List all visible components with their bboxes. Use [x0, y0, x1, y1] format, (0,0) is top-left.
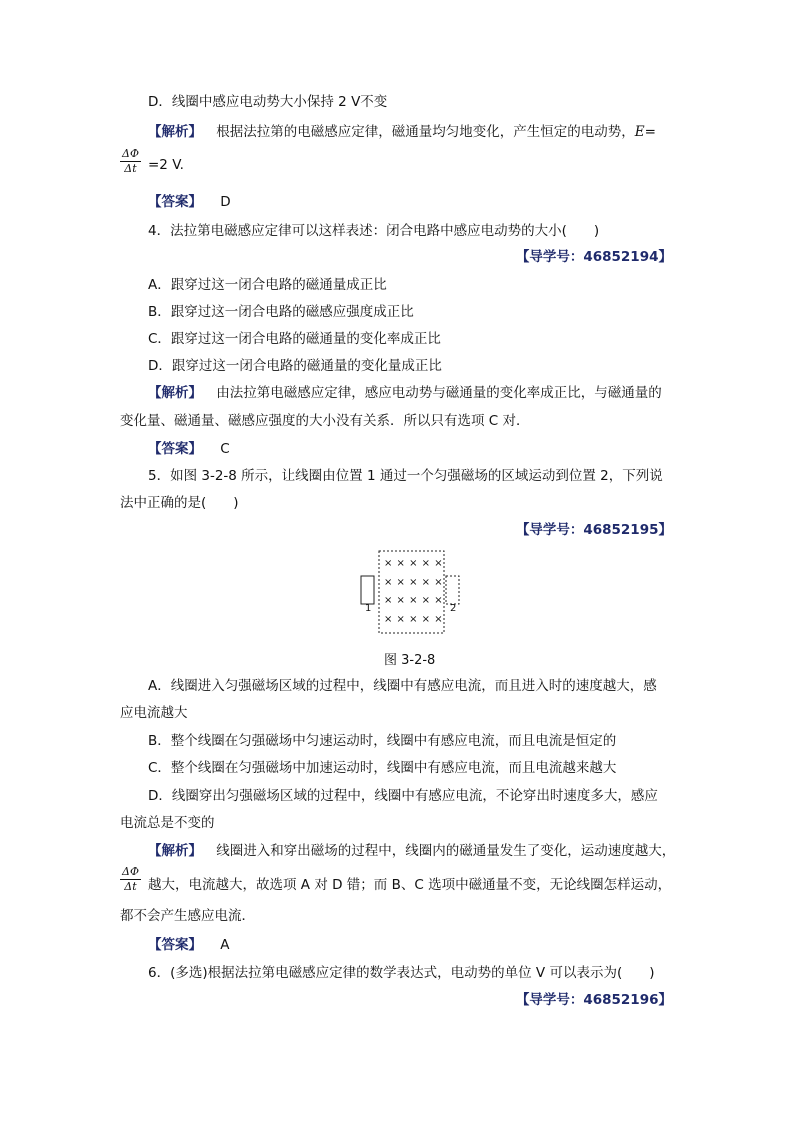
answer-tag: 【答案】 — [148, 441, 202, 457]
q5-answer — [148, 935, 230, 955]
q5-option-d: D．线圈穿出匀强磁场区域的过程中，线圈中有感应电流，不论穿出时速度多大，感应 — [148, 788, 658, 804]
q4-option-b: B．跟穿过这一闭合电路的磁感应强度成正比 — [148, 304, 414, 320]
q6-guide-number: 【导学号：46852196】 — [515, 992, 672, 1008]
q5-analysis-cont: 越大，电流越大，故选项 A 对 D 错；而 B、C 选项中磁通量不变，无论线圈怎样运动， — [148, 877, 672, 893]
q4-option-c: C．跟穿过这一闭合电路的磁通量的变化率成正比 — [148, 331, 441, 347]
fraction-denominator: Δt — [124, 880, 137, 893]
q4-option-d: D．跟穿过这一闭合电路的磁通量的变化量成正比 — [148, 358, 442, 374]
analysis-tag: 【解析】 — [148, 385, 202, 401]
q5-option-b: B．整个线圈在匀强磁场中匀速运动时，线圈中有感应电流，而且电流是恒定的 — [148, 733, 617, 749]
answer-value: A — [220, 937, 230, 953]
q5-stem: 5．如图 3-2-8 所示，让线圈由位置 1 通过一个匀强磁场的区域运动到位置 2，下列说 — [148, 468, 663, 484]
field-row: × × × × × — [384, 613, 444, 625]
analysis-tag: 【解析】 — [148, 124, 202, 140]
q5-stem-cont: 法中正确的是( ) — [120, 495, 239, 511]
q5-fraction — [120, 866, 141, 893]
q5-analysis — [148, 841, 675, 861]
q3-option-d: D．线圈中感应电动势大小保持 2 V不变 — [148, 94, 388, 110]
position-label-1: 1 — [365, 603, 372, 614]
q4-answer — [148, 439, 230, 459]
fraction-numerator: ΔΦ — [122, 865, 139, 878]
field-crosses — [384, 555, 443, 629]
figure-caption: 图 3-2-8 — [384, 653, 436, 668]
q5-option-a: A．线圈进入匀强磁场区域的过程中，线圈中有感应电流，而且进入时的速度越大，感 — [148, 678, 657, 694]
field-row: × × × × × — [384, 595, 444, 606]
q6-stem: 6．(多选)根据法拉第电磁感应定律的数学表达式，电动势的单位 V 可以表示为( ) — [148, 965, 655, 981]
q4-stem: 4．法拉第电磁感应定律可以这样表述：闭合电路中感应电动势的大小( ) — [148, 223, 600, 239]
figure-3-2-8 — [355, 548, 475, 638]
q4-option-a: A．跟穿过这一闭合电路的磁通量成正比 — [148, 277, 387, 293]
equals-sign: = — [644, 124, 656, 140]
q4-guide-number: 【导学号：46852194】 — [515, 249, 672, 265]
q3-analysis — [148, 122, 656, 142]
field-row: × × × × × — [384, 558, 444, 569]
answer-value: D — [220, 194, 231, 210]
analysis-text: 由法拉第电磁感应定律，感应电动势与磁通量的变化率成正比，与磁通量的 — [216, 385, 662, 401]
analysis-tag: 【解析】 — [148, 843, 202, 859]
q3-result: =2 V. — [148, 157, 184, 173]
coil-position-2 — [446, 576, 459, 604]
fraction-denominator: Δt — [124, 162, 137, 175]
q4-analysis-cont: 变化量、磁通量、磁感应强度的大小没有关系．所以只有选项 C 对． — [120, 413, 530, 429]
q5-analysis-end: 都不会产生感应电流． — [120, 908, 255, 924]
q3-answer — [148, 192, 231, 212]
answer-value: C — [220, 441, 230, 457]
q5-option-a-cont: 应电流越大 — [120, 705, 188, 721]
q5-guide-number: 【导学号：46852195】 — [515, 522, 672, 538]
field-row: × × × × × — [384, 576, 444, 588]
q3-fraction — [120, 148, 141, 175]
coil-position-1 — [361, 576, 374, 604]
position-label-2: 2 — [450, 603, 457, 614]
answer-tag: 【答案】 — [148, 937, 202, 953]
fraction-numerator: ΔΦ — [122, 147, 139, 160]
q4-analysis — [148, 383, 662, 403]
analysis-text: 线圈进入和穿出磁场的过程中，线圈内的磁通量发生了变化，运动速度越大， — [216, 843, 676, 859]
q5-option-c: C．整个线圈在匀强磁场中加速运动时，线圈中有感应电流，而且电流越来越大 — [148, 760, 617, 776]
q5-option-d-cont: 电流总是不变的 — [120, 815, 215, 831]
emf-symbol: E — [634, 124, 645, 140]
answer-tag: 【答案】 — [148, 194, 202, 210]
analysis-text: 根据法拉第的电磁感应定律，磁通量均匀地变化，产生恒定的电动势， — [216, 124, 635, 140]
